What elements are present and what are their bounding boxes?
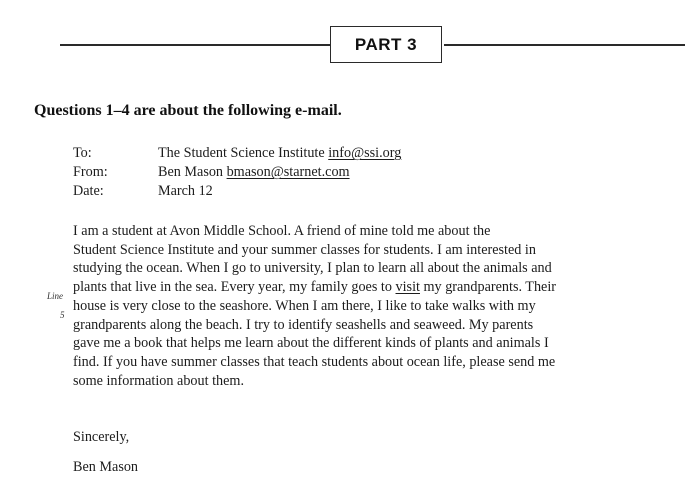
date-value: March 12 <box>158 183 213 199</box>
part-rule-left <box>60 44 330 46</box>
body-line: gave me a book that helps me learn about the different kinds of plants and animals I <box>73 335 549 352</box>
signature: Ben Mason <box>73 459 139 475</box>
from-address-link[interactable]: bmason@starnet.com <box>226 164 350 180</box>
line-number: 5 <box>60 310 65 320</box>
body-line: grandparents along the beach. I try to identify seashells and seaweed. My parents <box>73 316 534 333</box>
body-line: house is very close to the seashore. When I am there, I like to take walks with my <box>73 297 536 314</box>
body-line-part: plants that live in the sea. Every year, my family goes to <box>73 279 396 296</box>
body-line: find. If you have summer classes that teach students about ocean life, please send me <box>73 353 556 370</box>
body-line: some information about them. <box>73 372 245 389</box>
questions-heading: Questions 1–4 are about the following e-mail. <box>34 102 342 119</box>
to-address-link[interactable]: info@ssi.org <box>328 145 402 161</box>
to-label: To: <box>73 145 92 161</box>
body-line: I am a student at Avon Middle School. A friend of mine told me about the <box>73 223 491 239</box>
email-date-row <box>73 182 401 201</box>
to-name: The Student Science Institute <box>158 145 325 161</box>
part-rule-right <box>444 44 685 46</box>
body-line-part: my grandparents. Their <box>419 279 557 296</box>
from-label: From: <box>73 164 108 180</box>
line-label: Line <box>47 291 64 301</box>
body-line: studying the ocean. When I go to university, I plan to learn all about the animals and <box>73 260 552 277</box>
email-to-row <box>73 144 401 163</box>
underlined-word-visit: visit <box>395 279 420 296</box>
from-name: Ben Mason <box>158 164 224 180</box>
body-line <box>73 278 685 297</box>
body-line: Student Science Institute and your summer classes for students. I am interested in <box>73 241 536 258</box>
email-body <box>73 222 685 390</box>
email-from-row <box>73 163 401 182</box>
email-header <box>73 144 401 201</box>
part-label: PART 3 <box>330 26 442 63</box>
date-label: Date: <box>73 183 104 199</box>
closing: Sincerely, <box>73 429 130 445</box>
